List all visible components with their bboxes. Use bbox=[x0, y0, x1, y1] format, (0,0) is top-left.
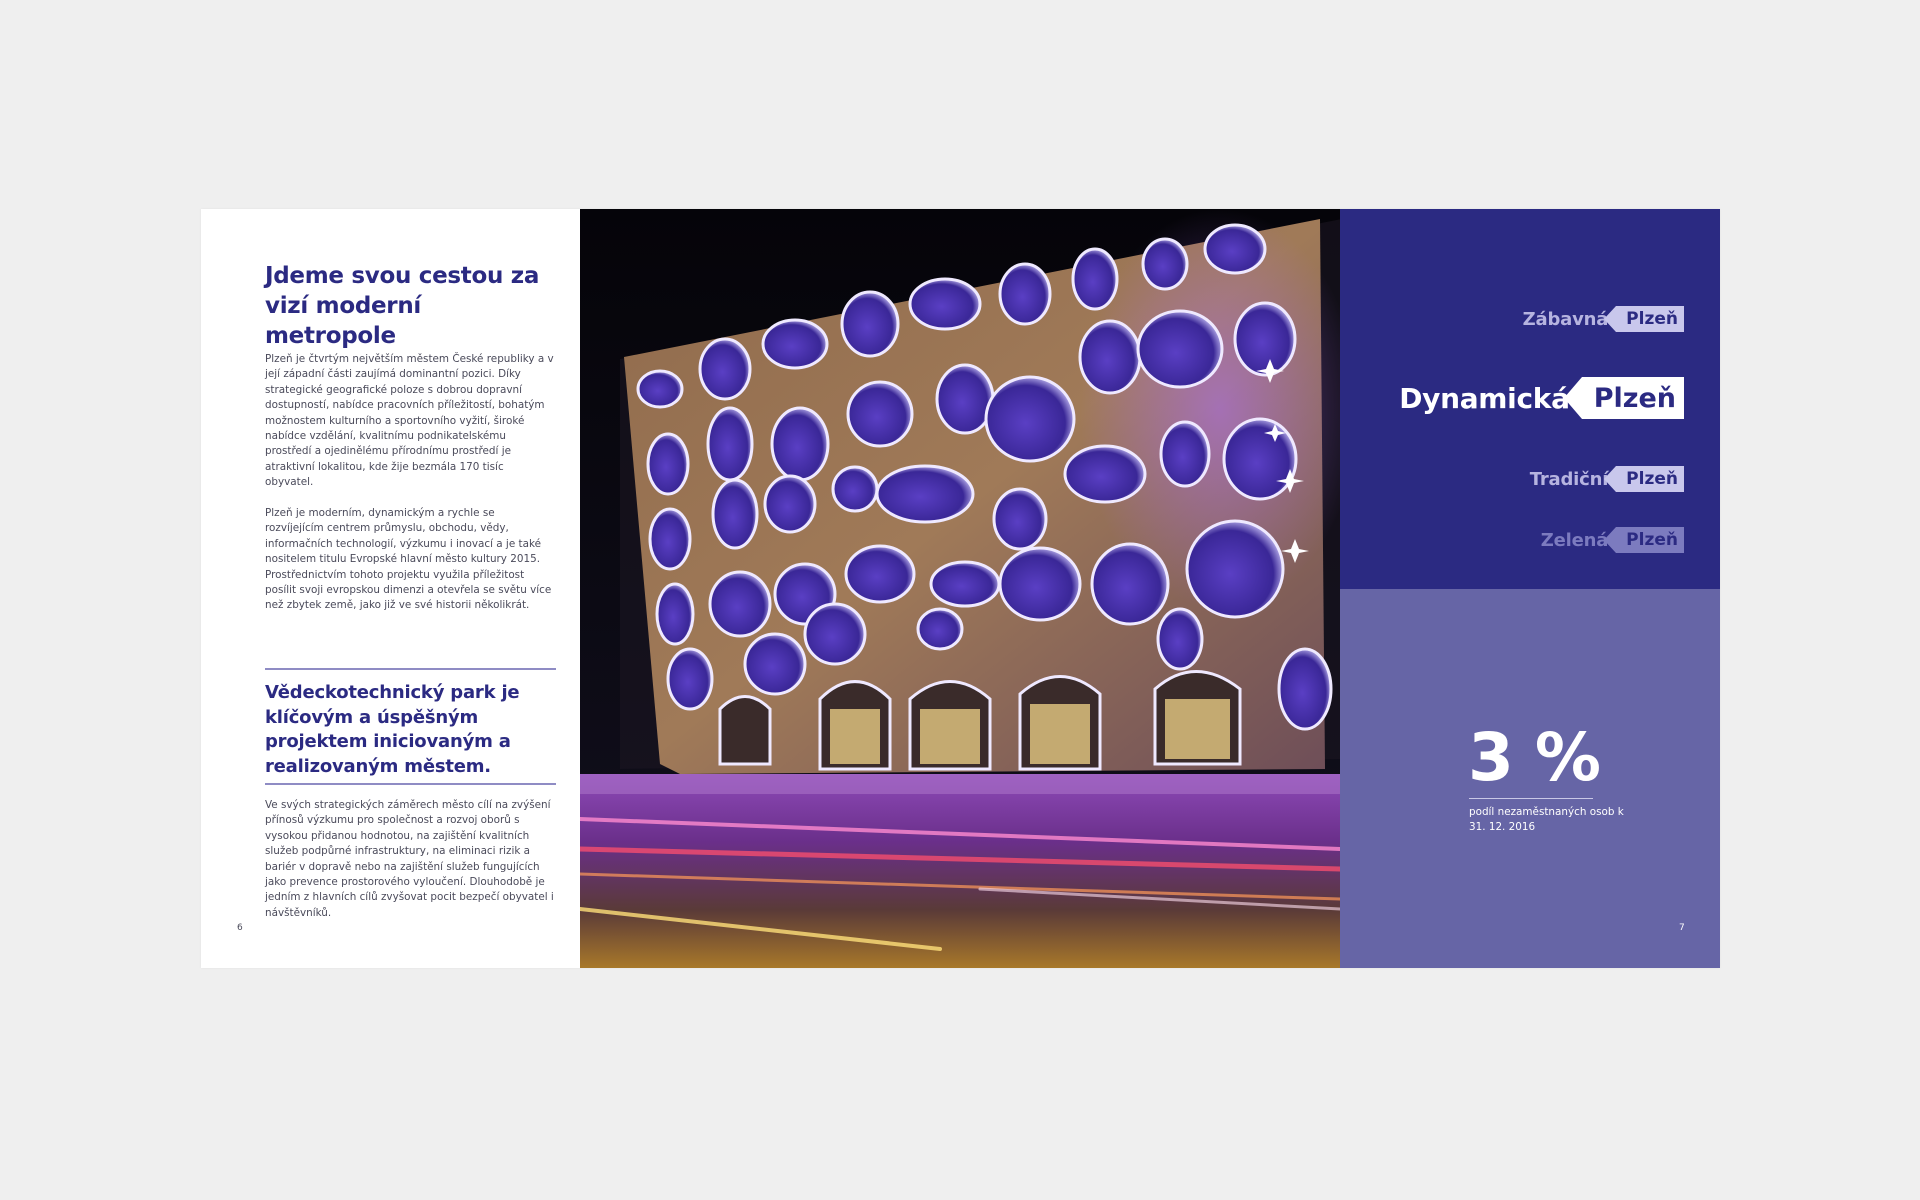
stat-value: 3 % bbox=[1468, 719, 1601, 796]
slogan-tradicni bbox=[1530, 466, 1684, 492]
closing-paragraph: Ve svých strategických záměrech město cílí na zvýšení přínosů výzkumu pro společnost a rozvoj oborů s vysokou přidanou hodnotou, na zajištění kvalitních služeb podpůrné infrastruktury, na eliminaci rizik a bariér v dopravě nebo na zajištění služeb fungujících jako prevence prostorového vyloučení. Dlouhodobě je jedním z hlavních cílů zvyšovat pocit bezpečí obyvatel i návštěvníků. bbox=[265, 799, 554, 919]
stat-divider bbox=[1469, 798, 1593, 799]
plzen-tag: Plzeň bbox=[1616, 466, 1684, 492]
plzen-tag: Plzeň bbox=[1582, 377, 1684, 419]
intro-paragraph: Plzeň je čtvrtým největším městem České republiky a v její západní části zaujímá dominantní pozici. Díky strategické geografické poloze s dobrou dopravní dostupností, nabídce pracovních příležitostí, bohatým možnostem kulturního a sportovního vyžití, široké nabídce vzdělání, kvalitnímu podnikatelskému prostředí a ojedinělému přírodnímu prostředí je atraktivní lokalitou, kde žije bezmála 170 tisíc obyvatel. bbox=[265, 353, 554, 489]
building-photo bbox=[580, 209, 1340, 968]
slogan-dynamicka bbox=[1399, 377, 1684, 419]
stat-label: podíl nezaměstnaných osob k 31. 12. 2016 bbox=[1469, 806, 1624, 833]
page-number-right: 7 bbox=[1679, 923, 1685, 933]
left-page bbox=[201, 209, 580, 968]
divider-bottom bbox=[265, 783, 556, 785]
body-paragraph: Plzeň je moderním, dynamickým a rychle se rozvíjejícím centrem průmyslu, obchodu, vědy, informačních technologií, výzkumu i inovací a je také nositelem titulu Evropské hlavní město kultury 2015. Prostřednictvím tohoto projektu využila příležitost posílit svoji evropskou dimenzi a otevřela se světu více než zbytek země, jako již ve své historii několikrát. bbox=[265, 507, 552, 612]
page-number-left: 6 bbox=[237, 923, 243, 933]
subheading: Vědeckotechnický park je klíčovým a úspěšným projektem iniciovaným a realizovaným městem. bbox=[265, 682, 520, 777]
slogan-word: Dynamická bbox=[1399, 381, 1570, 415]
slogan-zelena bbox=[1541, 527, 1684, 553]
slogan-panel bbox=[1340, 209, 1720, 589]
page-heading: Jdeme svou cestou za vizí moderní metropole bbox=[265, 263, 540, 349]
slogan-zabavna bbox=[1523, 306, 1684, 332]
slogan-word: Zábavná bbox=[1522, 308, 1609, 330]
divider-top bbox=[265, 668, 556, 670]
plzen-tag: Plzeň bbox=[1616, 306, 1684, 332]
slogan-word: Zelená bbox=[1540, 529, 1609, 551]
brochure-spread bbox=[201, 209, 1720, 968]
slogan-word: Tradiční bbox=[1529, 468, 1609, 490]
plzen-tag: Plzeň bbox=[1616, 527, 1684, 553]
statistic-panel bbox=[1340, 589, 1720, 968]
photo-illustration bbox=[580, 209, 1340, 968]
